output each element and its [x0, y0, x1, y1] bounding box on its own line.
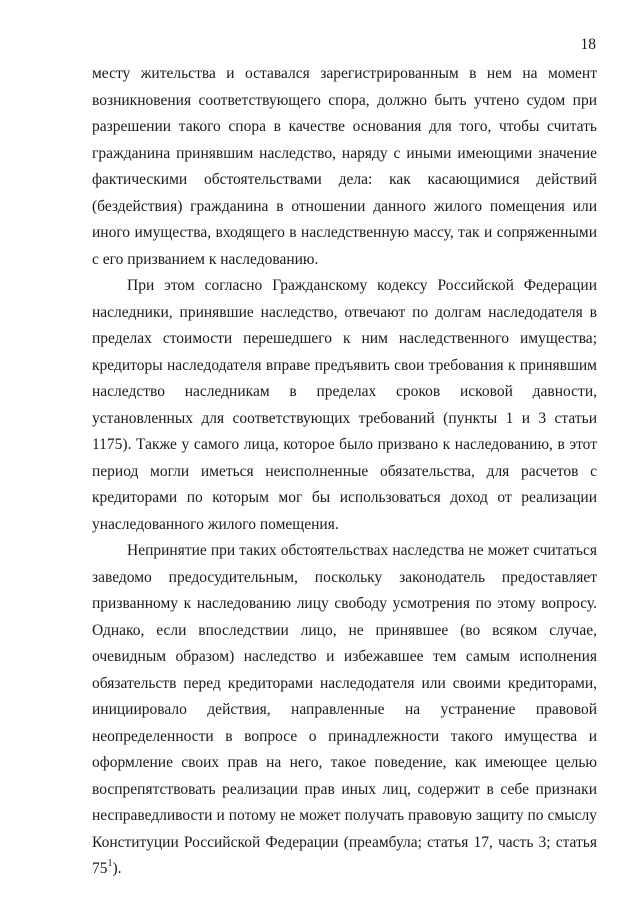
document-body: [92, 61, 597, 883]
paragraph-non-acceptance: [92, 538, 597, 883]
paragraph-creditors: При этом согласно Гражданскому кодексу Российской Федерации наследники, принявшие наследство, отвечают по долгам наследодателя в пределах стоимости перешедшего к ним наследственного имущества; кредиторы наследодателя вправе предъявить свои требования к принявшим наследство наследникам в пределах сроков исковой давности, установленных для соответствующих требований (пункты 1 и 3 статьи 1175). Также у самого лица, которое было призвано к наследованию, в этот период могли иметься неисполненные обязательства, для расчетов с кредиторами по которым мог бы использоваться доход от реализации унаследованного жилого помещения.: [92, 277, 597, 533]
paragraph-continuation: месту жительства и оставался зарегистрированным в нем на момент возникновения соответствующего спора, должно быть учтено судом при разрешении такого спора в качестве основания для того, чтобы считать гражданина принявшим наследство, наряду с иными имеющими значение фактическими обстоятельствами дела: как касающимися действий (бездействия) гражданина в отношении данного жилого помещения или иного имущества, входящего в наследственную массу, так и сопряженными с его призванием к наследованию.: [92, 65, 597, 268]
footnote-reference[interactable]: 1: [107, 857, 113, 869]
page-number: 18: [580, 36, 596, 53]
paragraph-non-acceptance-text: Непринятие при таких обстоятельствах наследства не может считаться заведомо предосудительным, поскольку законодатель предоставляет призванному к наследованию лицу свободу усмотрения по этому вопросу. Однако, если впоследствии лицо, не принявшее (во всяком случае, очевидным образом) наследство и избежавшее тем самым исполнения обязательств перед кредиторами наследодателя или своими кредиторами, инициировало действия, направленные на устранение правовой неопределенности в вопросе о принадлежности такого имущества и оформление своих прав на него, такое поведение, как имеющее целью воспрепятствовать реализации прав иных лиц, содержит в себе признаки несправедливости и потому не может получать правовую защиту по смыслу Конституции Российской Федерации (преамбула; статья 17, часть 3; статья 75: [92, 542, 597, 877]
paragraph-non-acceptance-tail: ).: [112, 860, 122, 877]
